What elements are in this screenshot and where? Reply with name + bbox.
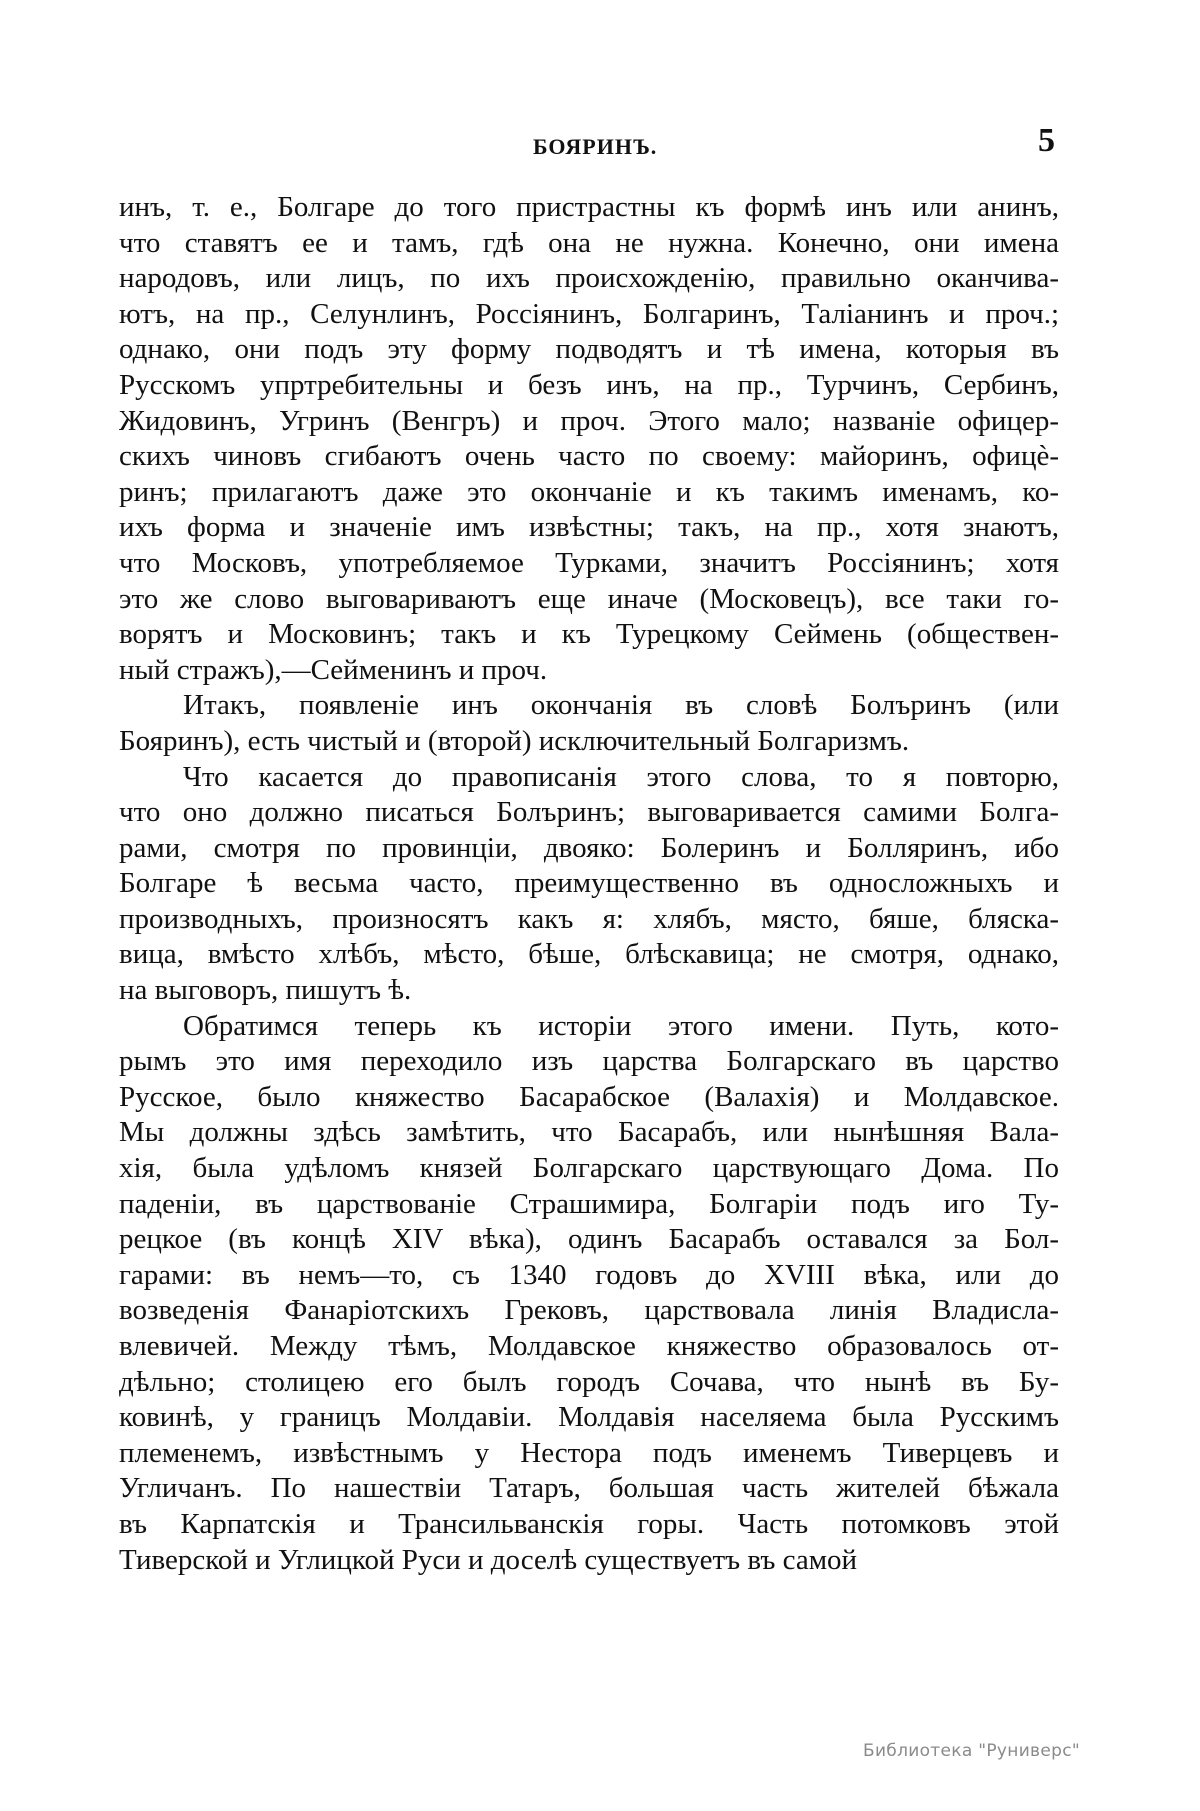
text-line: скихъ чиновъ сгибаютъ очень часто по своему: майоринъ, офицѐ- [119, 440, 1059, 473]
text-line: рецкое (въ концѣ XIV вѣка), одинъ Басарабъ оставался за Бол- [119, 1223, 1059, 1256]
page-number: 5 [1038, 122, 1055, 159]
text-line: инъ, т. е., Болгаре до того пристрастны къ формѣ инъ или анинъ, [119, 191, 1059, 223]
text-line: Итакъ, появленіе инъ окончанія въ словѣ Болъринъ (или [183, 689, 1059, 722]
text-line: ихъ форма и значеніе имъ извѣстны; такъ, на пр., хотя знаютъ, [119, 511, 1059, 544]
text-line: племенемъ, извѣстнымъ у Нестора подъ именемъ Тиверцевъ и [119, 1436, 1059, 1469]
text-line: Мы должны здѣсь замѣтить, что Басарабъ, или нынѣшняя Вала- [119, 1116, 1059, 1149]
text-line: на выговоръ, пишутъ ѣ. [119, 974, 412, 1007]
text-line: что Московъ, употребляемое Турками, значитъ Россіянинъ; хотя [119, 546, 1059, 579]
text-line: Бояринъ), есть чистый и (второй) исключительный Болгаризмъ. [119, 724, 910, 757]
text-line: рымъ это имя переходило изъ царства Болгарскаго въ царство [119, 1045, 1059, 1078]
text-line: Тиверской и Углицкой Руси и доселѣ существуетъ въ самой [119, 1543, 858, 1576]
text-line: паденіи, въ царствованіе Страшимира, Болгаріи подъ иго Ту- [119, 1187, 1059, 1220]
paragraph-2 [119, 688, 1059, 759]
text-line: въ Карпатскія и Трансильванскія горы. Часть потомковъ этой [119, 1507, 1059, 1540]
running-header [119, 122, 1059, 178]
text-line: производныхъ, произносятъ какъ я: хлябъ, място, бяше, бляска- [119, 902, 1059, 935]
text-line: Что касается до правописанія этого слова, то я повторю, [183, 760, 1059, 793]
text-line: Русское, было княжество Басарабское (Валахія) и Молдавское. [119, 1080, 1059, 1113]
text-line: Угличанъ. По нашествіи Татаръ, большая часть жителей бѣжала [119, 1472, 1059, 1505]
text-line: ютъ, на пр., Селунлинъ, Россіянинъ, Болгаринъ, Таліанинъ и проч.; [119, 297, 1059, 330]
text-line: Обратимся теперь къ исторіи этого имени. Путь, кото- [183, 1009, 1059, 1042]
text-line: влевичей. Между тѣмъ, Молдавское княжество образовалось от- [119, 1330, 1059, 1362]
text-line: ковинѣ, у границъ Молдавіи. Молдавія населяема была Русскимъ [119, 1401, 1059, 1434]
paragraph-4 [119, 1009, 1059, 1579]
text-line: народовъ, или лицъ, по ихъ происхожденію, правильно оканчива- [119, 262, 1059, 295]
text-line: ный стражъ),—Сейменинъ и проч. [119, 653, 548, 686]
text-line: вица, вмѣсто хлѣбъ, мѣсто, бѣше, блѣскавица; не смотря, однако, [119, 938, 1059, 971]
library-watermark: Библиотека "Руниверс" [863, 1741, 1080, 1761]
text-line: ворятъ и Московинъ; такъ и къ Турецкому Сеймень (обществен- [119, 618, 1059, 651]
running-title: БОЯРИНЪ. [533, 134, 658, 159]
text-line: это же слово выговариваютъ еще иначе (Московецъ), все таки го- [119, 582, 1059, 615]
paragraph-3 [119, 760, 1059, 1009]
text-line: Болгаре ѣ весьма часто, преимущественно въ односложныхъ и [119, 867, 1059, 900]
body-text [119, 190, 1059, 1578]
text-line: возведенія Фанаріотскихъ Грековъ, царствовала линія Владисла- [119, 1294, 1059, 1327]
text-line: однако, они подъ эту форму подводятъ и тѣ имена, которыя въ [119, 333, 1059, 366]
text-line: дѣльно; столицею его былъ городъ Сочава, что нынѣ въ Бу- [119, 1365, 1059, 1398]
text-line: что оно должно писаться Болъринъ; выговаривается самими Болга- [119, 796, 1059, 829]
text-line: Жидовинъ, Угринъ (Венгръ) и проч. Этого мало; названіе офицер- [119, 404, 1059, 437]
text-line: гарами: въ немъ—то, съ 1340 годовъ до XVIII вѣка, или до [119, 1258, 1059, 1291]
paragraph-1 [119, 190, 1059, 688]
text-line: что ставятъ ее и тамъ, гдѣ она не нужна. Конечно, они имена [119, 226, 1059, 259]
text-line: хія, была удѣломъ князей Болгарскаго царствующаго Дома. По [119, 1152, 1059, 1185]
text-line: рами, смотря по провинціи, двояко: Болеринъ и Болляринъ, ибо [119, 831, 1059, 864]
text-line: Русскомъ упртребительны и безъ инъ, на пр., Турчинъ, Сербинъ, [119, 368, 1059, 401]
text-line: ринъ; прилагаютъ даже это окончаніе и къ такимъ именамъ, ко- [119, 475, 1059, 508]
